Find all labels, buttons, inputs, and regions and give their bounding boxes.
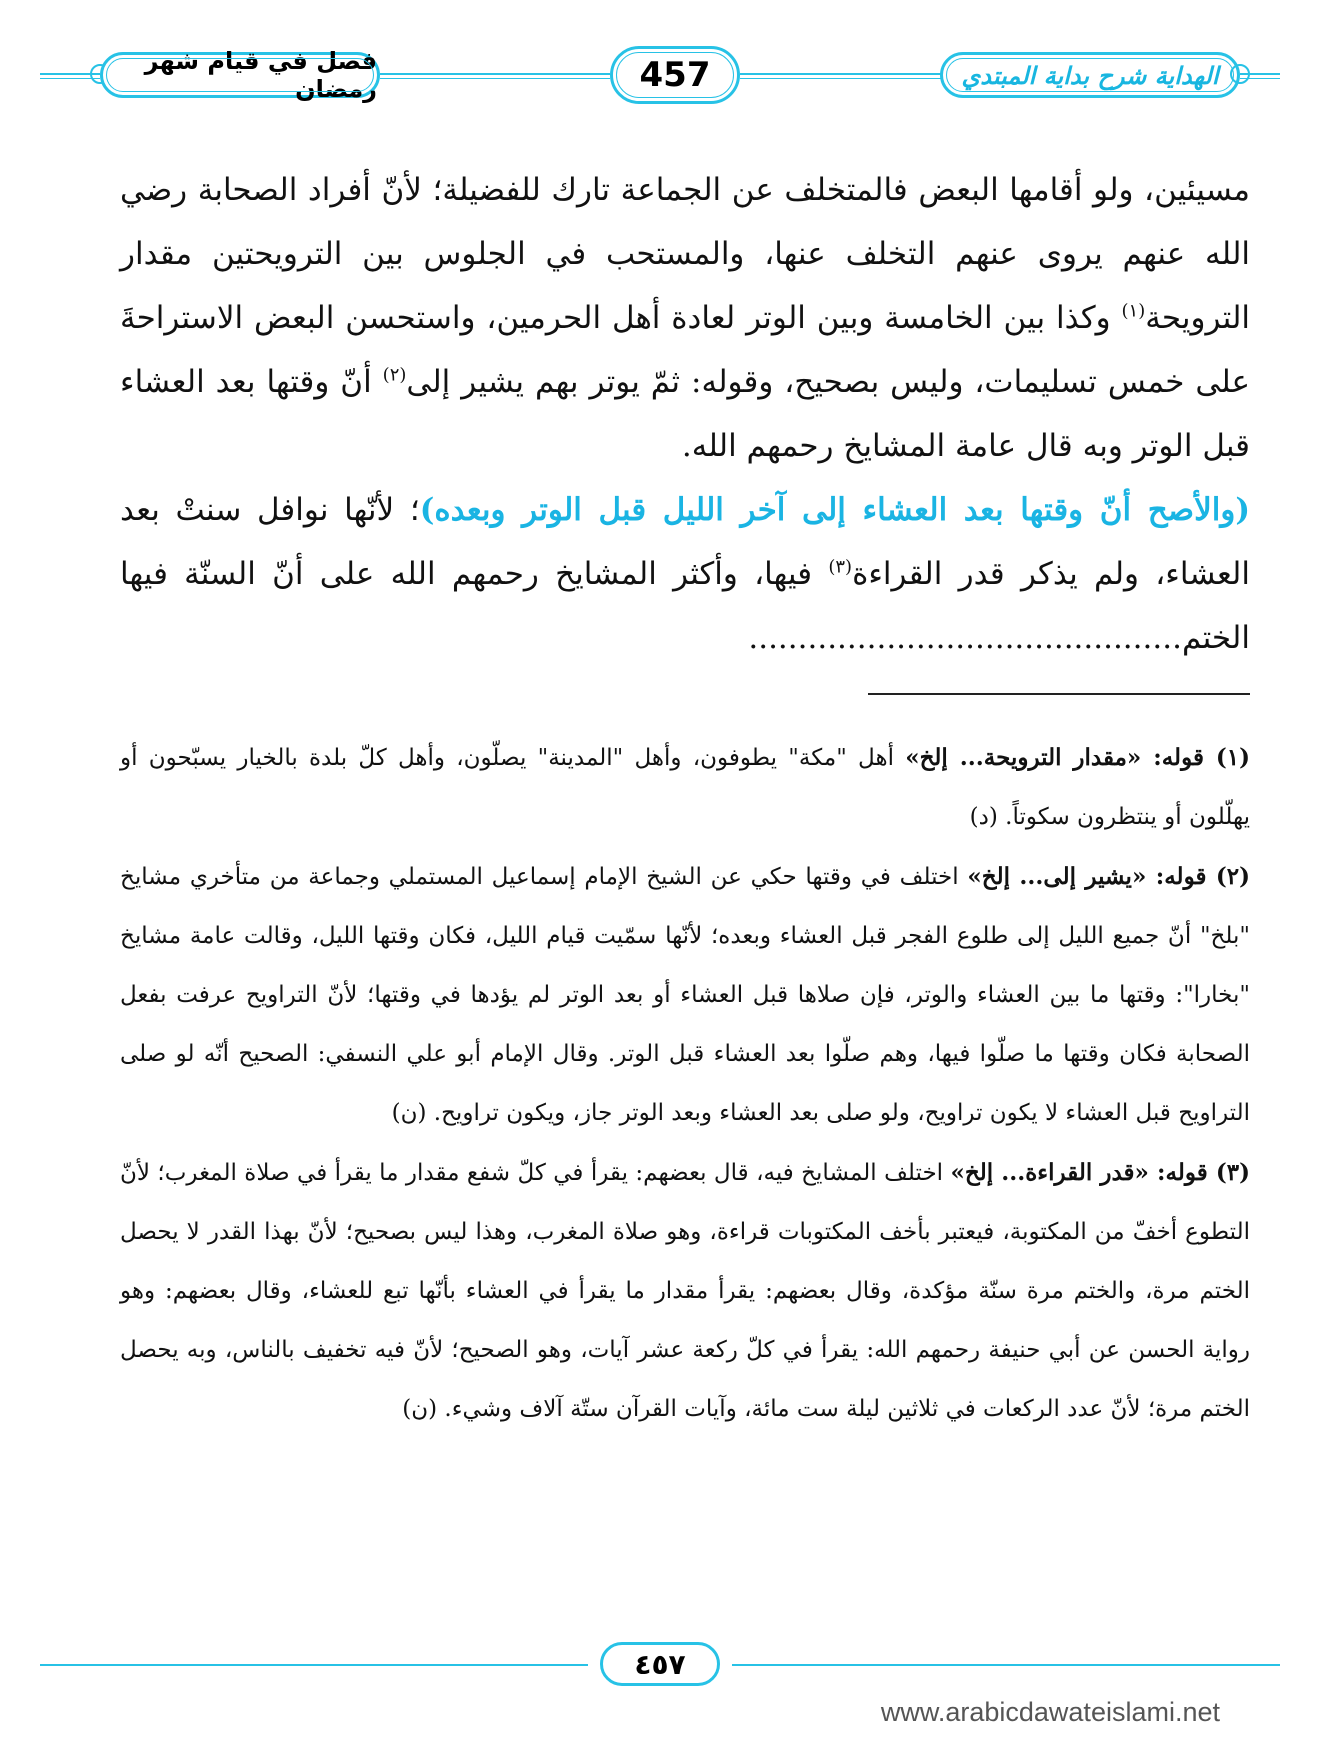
highlighted-matn: (والأصح أنّ وقتها بعد العشاء إلى آخر الليل قبل الوتر وبعده) bbox=[419, 492, 1250, 528]
chapter-title-frame bbox=[100, 47, 380, 103]
main-paragraph-1 bbox=[120, 158, 1250, 478]
ornament-curl bbox=[1230, 64, 1250, 84]
main-text-run: أنّ وقتها بعد العشاء قبل الوتر وبه قال عامة المشايخ رحمهم الله. bbox=[120, 364, 1250, 464]
footnote-separator bbox=[868, 693, 1250, 695]
chapter-title: فصل في قيام شهر رمضان bbox=[144, 47, 377, 103]
main-text-run: ؛ لأنّها نوافل سنتْ بعد العشاء، ولم يذكر قدر القراءة bbox=[120, 492, 1250, 592]
main-text-run: مسيئين، ولو أقامها البعض فالمتخلف عن الجماعة تارك للفضيلة؛ لأنّ أفراد الصحابة رضي الله عنهم يروى عنهم التخلف عنها، والمستحب في الجلوس بين الترويحتين مقدار الترويحة bbox=[120, 172, 1250, 336]
footnote-text: اختلف المشايخ فيه، قال بعضهم: يقرأ في كلّ شفع مقدار ما يقرأ في صلاة المغرب؛ لأنّ التطوع أخفّ من المكتوبة، فيعتبر بأخف المكتوبات قراءة، وهو صلاة المغرب، وهذا ليس بصحيح؛ لأنّ بهذا القدر لا يحصل الختم مرة، والختم مرة سنّة مؤكدة، وقال بعضهم: يقرأ مقدار ما يقرأ في العشاء بأنّها تبع للعشاء، وقال بعضهم: وهو رواية الحسن عن أبي حنيفة رحمهم الله: يقرأ في كلّ ركعة عشر آيات، وهو الصحيح؛ لأنّ فيه تخفيف بالناس، وبه يحصل الختم مرة؛ لأنّ عدد الركعات في ثلاثين ليلة ست مائة، وآيات القرآن ستّة آلاف وشيء. (ن) bbox=[120, 1160, 1250, 1422]
footnote-lead: (٢) قوله: «يشير إلى... إلخ» bbox=[967, 863, 1250, 890]
footnote-marker-1: (١) bbox=[1121, 300, 1146, 322]
book-title-frame bbox=[940, 52, 1240, 98]
footnote-lead: (٣) قوله: «قدر القراءة... إلخ» bbox=[950, 1159, 1250, 1186]
website-url[interactable]: www.arabicdawateislami.net bbox=[880, 1697, 1220, 1727]
footnote-3 bbox=[120, 1143, 1250, 1439]
footnote-text: اختلف في وقتها حكي عن الشيخ الإمام إسماعيل المستملي وجماعة من متأخري مشايخ "بلخ" أنّ جميع الليل إلى طلوع الفجر قبل العشاء وبعده؛ لأنّها سمّيت قيام الليل، فكان وقتها الليل، وقالت عامة مشايخ "بخارا": وقتها ما بين العشاء والوتر، فإن صلاها قبل العشاء أو بعد الوتر لم يؤدها في وقتها؛ لأنّ التراويح عرفت بفعل الصحابة فكان وقتها ما صلّوا فيها، وهم صلّوا بعد العشاء قبل الوتر. وقال الإمام أبو علي النسفي: الصحيح أنّه لو صلى التراويح قبل العشاء لا يكون تراويح، ولو صلى بعد العشاء وبعد الوتر جاز، ويكون تراويح. (ن) bbox=[120, 864, 1250, 1126]
footnote-text: أهل "مكة" يطوفون، وأهل "المدينة" يصلّون، وأهل كلّ بلدة بالخيار يسبّحون أو يهلّلون أو ينتظرون سكوتاً. (د) bbox=[120, 745, 1250, 830]
main-paragraph-2 bbox=[120, 478, 1250, 670]
footer-ornament bbox=[40, 1664, 588, 1666]
footer-page-number: ٤٥٧ bbox=[634, 1647, 686, 1681]
footnote-1 bbox=[120, 728, 1250, 847]
footnotes bbox=[120, 728, 1250, 1439]
page-header bbox=[40, 40, 1280, 110]
header-ornament bbox=[380, 78, 610, 79]
footnote-marker-2: (٢) bbox=[382, 364, 407, 386]
footer-ornament bbox=[732, 1664, 1280, 1666]
dotted-leader: ............................................ bbox=[748, 620, 1182, 656]
page-number-frame bbox=[610, 46, 740, 104]
main-text bbox=[120, 158, 1250, 670]
main-text-run: فيها، وأكثر المشايخ رحمهم الله على أنّ السنّة فيها الختم bbox=[120, 556, 1250, 656]
footer-page-number-frame bbox=[600, 1642, 720, 1686]
page-footer bbox=[40, 1640, 1280, 1690]
header-ornament bbox=[380, 73, 610, 75]
footnote-marker-3: (٣) bbox=[828, 556, 853, 578]
footnote-2 bbox=[120, 847, 1250, 1143]
footnote-lead: (١) قوله: «مقدار الترويحة... إلخ» bbox=[905, 744, 1251, 771]
main-text-run: وكذا بين الخامسة وبين الوتر لعادة أهل الحرمين، واستحسن البعض الاستراحةَ على خمس تسليمات، وليس بصحيح، وقوله: ثمّ يوتر بهم يشير إلى bbox=[120, 300, 1250, 400]
page-number: 457 bbox=[639, 55, 711, 95]
book-title: الهداية شرح بداية المبتدي bbox=[961, 60, 1219, 90]
